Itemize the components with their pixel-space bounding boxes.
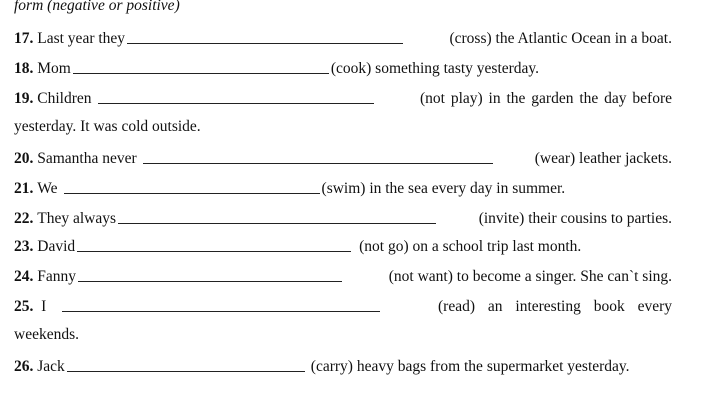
item-rest-text: (cross) the Atlantic Ocean in a boat. [449,30,672,47]
answer-blank[interactable] [98,89,374,104]
item-rest-text: (swim) in the sea every day in summer. [321,180,566,197]
item-rest-text: (not go) on a school trip last month. [359,238,582,255]
item-lead-text: Last year they [37,30,126,47]
item-lead-text: David [37,238,76,255]
answer-blank[interactable] [127,29,403,44]
answer-blank[interactable] [77,237,351,252]
exercise-item-19 [14,86,672,108]
item-number: 22. [14,210,34,227]
exercise-item-18 [14,56,672,78]
answer-blank[interactable] [73,59,329,74]
answer-blank[interactable] [143,149,493,164]
item-continuation-text: yesterday. It was cold outside. [14,118,201,135]
item-number: 20. [14,150,34,167]
item-number: 18. [14,60,34,77]
exercise-item-25 [14,294,672,316]
exercise-item-20 [14,146,672,168]
answer-blank[interactable] [67,357,305,372]
exercise-item-17 [14,26,672,48]
exercise-item-24 [14,264,672,286]
item-continuation-text: weekends. [14,326,79,343]
answer-blank[interactable] [64,179,320,194]
item-rest-text: (not want) to become a singer. She can`t sing. [388,268,672,285]
exercise-item-26 [14,354,672,376]
item-rest-text: (wear) leather jackets. [534,150,672,167]
answer-blank[interactable] [78,267,342,282]
item-number: 17. [14,30,34,47]
item-lead-text: Children [37,90,92,107]
item-rest-text: (not play) in the garden the day before [419,90,672,107]
item-lead-text: Samantha never [37,150,137,167]
item-rest-text: (read) an interesting book every [438,298,672,315]
item-lead-text: We [37,180,58,197]
item-number: 25. [14,298,34,315]
item-number: 19. [14,90,34,107]
item-rest-text: (carry) heavy bags from the supermarket yesterday. [310,358,630,375]
exercise-item-22 [14,206,672,228]
item-lead-text: Jack [37,358,65,375]
item-number: 24. [14,268,34,285]
exercise-item-21 [14,176,672,198]
answer-blank[interactable] [62,297,380,312]
item-rest-text: (invite) their cousins to parties. [478,210,672,227]
item-number: 21. [14,180,34,197]
item-number: 26. [14,358,34,375]
item-lead-text: Fanny [37,268,76,285]
item-lead-text: Mom [37,60,71,77]
item-lead-text: They always [37,210,117,227]
instruction-text: form (negative or positive) [14,0,180,14]
item-number: 23. [14,238,34,255]
answer-blank[interactable] [118,209,436,224]
item-lead-text: I [41,298,47,315]
item-rest-text: (cook) something tasty yesterday. [330,60,540,77]
exercise-item-23 [14,234,672,256]
